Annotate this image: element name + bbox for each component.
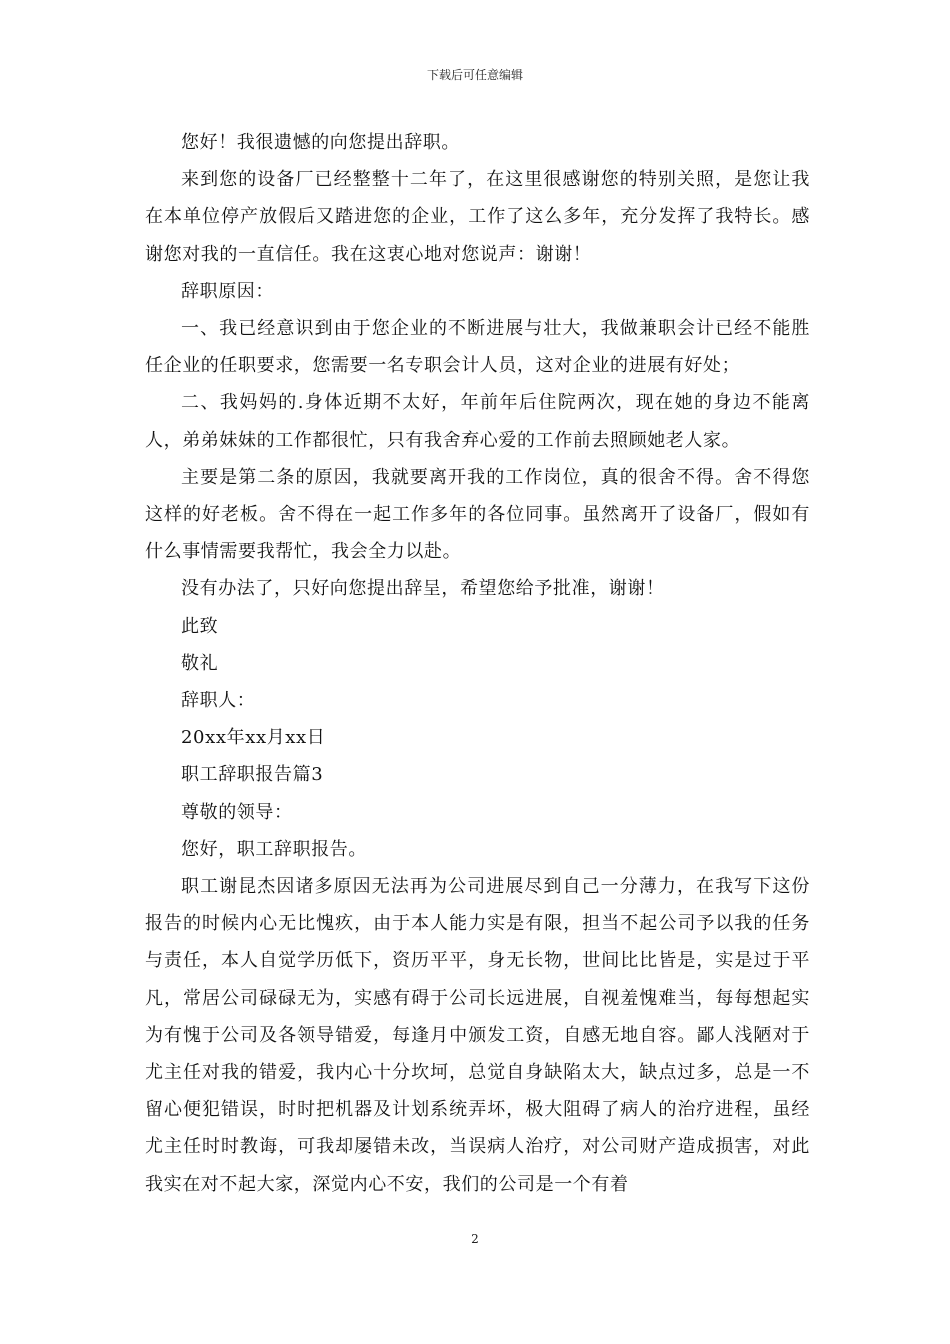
section-title: 职工辞职报告篇3	[181, 764, 324, 786]
paragraph-request: 没有办法了，只好向您提出辞呈，希望您给予批准，谢谢！	[181, 578, 665, 600]
closing-cizhi: 此致	[181, 615, 219, 637]
paragraph-opening: 您好，职工辞职报告。	[181, 838, 367, 860]
paragraph-reason-one: 一、我已经意识到由于您企业的不断进展与壮大，我做兼职会计已经不能胜任企业的任职要求，您需要一名专职会计人员，这对企业的进展有好处；	[145, 318, 810, 377]
signature-date: 20xx年xx月xx日	[181, 727, 326, 749]
paragraph-reason-heading: 辞职原因：	[181, 280, 274, 302]
closing-jingli: 敬礼	[181, 652, 219, 674]
page-number: 2	[471, 1232, 479, 1246]
paragraph-reason-two: 二、我妈妈的.身体近期不太好，年前年后住院两次，现在她的身边不能离人，弟弟妹妹的工作都很忙，只有我舍弃心爱的工作前去照顾她老人家。	[145, 392, 810, 451]
paragraph-greeting: 您好！我很遗憾的向您提出辞职。	[181, 132, 460, 153]
paragraph-gratitude: 来到您的设备厂已经整整十二年了，在这里很感谢您的特别关照，是您让我在本单位停产放假后又踏进您的企业，工作了这么多年，充分发挥了我特长。感谢您对我的一直信任。我在这衷心地对您说声：谢谢！	[145, 169, 810, 265]
salutation: 尊敬的领导：	[181, 801, 293, 823]
signature-label: 辞职人：	[181, 690, 256, 712]
paragraph-report-body: 职工谢昆杰因诸多原因无法再为公司进展尽到自己一分薄力，在我写下这份报告的时候内心无比愧疚，由于本人能力实是有限，担当不起公司予以我的任务与责任，本人自觉学历低下，资历平平，身无长物，世间比比皆是，实是过于平凡，常居公司碌碌无为，实感有碍于公司长远进展，自视羞愧难当，每每想起实为有愧于公司及各领导错爱，每逢月中颁发工资，自感无地自容。鄙人浅陋对于尤主任对我的错爱，我内心十分坎坷，总觉自身缺陷太大，缺点过多，总是一不留心便犯错误，时时把机器及计划系统弄坏，极大阻碍了病人的治疗进程，虽经尤主任时时教诲，可我却屡错未改，当误病人治疗，对公司财产造成损害，对此我实在对不起大家，深觉内心不安，我们的公司是一个有着	[145, 876, 810, 1195]
document-body	[145, 124, 810, 1203]
page-header: 下载后可任意编辑	[426, 68, 523, 82]
paragraph-main-reason: 主要是第二条的原因，我就要离开我的工作岗位，真的很舍不得。舍不得您这样的好老板。舍不得在一起工作多年的各位同事。虽然离开了设备厂，假如有什么事情需要我帮忙，我会全力以赴。	[145, 466, 810, 563]
